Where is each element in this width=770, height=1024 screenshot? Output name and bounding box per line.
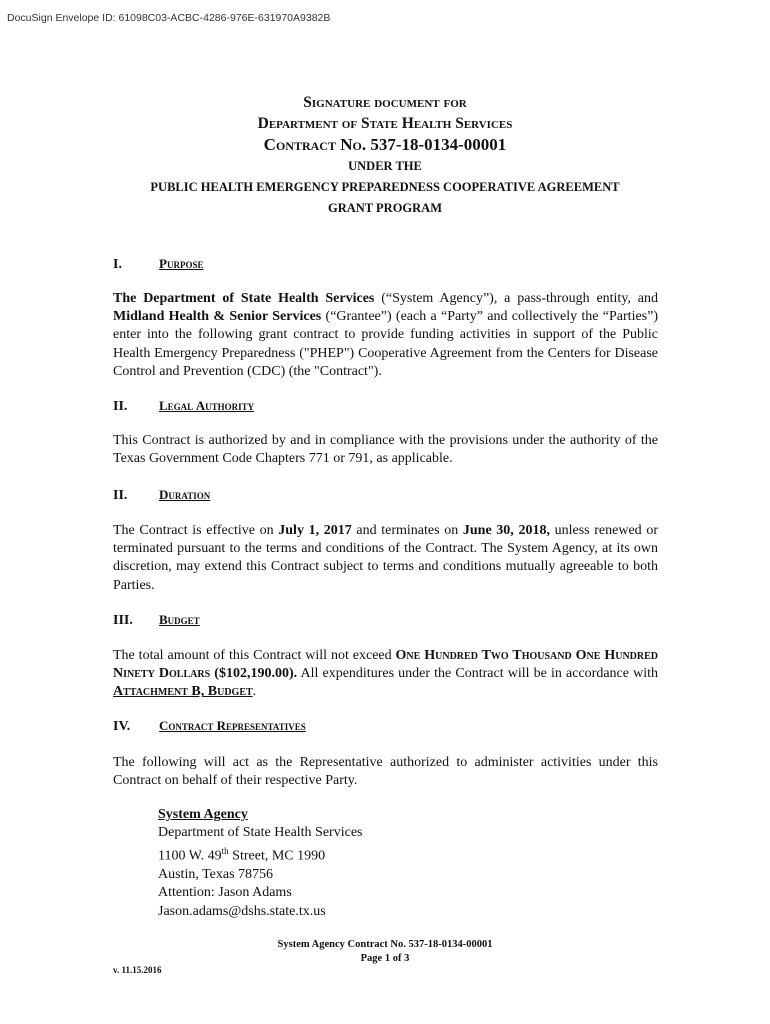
section-heading-duration	[113, 487, 210, 504]
header-contract-number: Contract No. 537-18-0134-00001	[263, 135, 507, 154]
header-line-2: Department of State Health Services	[257, 115, 513, 132]
footer-contract-number: System Agency Contract No. 537-18-0134-00001	[277, 939, 493, 950]
section-title: Contract Representatives	[159, 718, 306, 733]
text-run: .	[252, 684, 257, 700]
section-title: Purpose	[159, 256, 204, 271]
text-run: All expenditures under the Contract will be in accordance with	[297, 666, 658, 682]
section-heading-budget	[113, 612, 200, 629]
party-grantee: Midland Health & Senior Services	[113, 309, 322, 325]
section-number: I.	[113, 257, 122, 272]
text-run: 1100 W. 49	[158, 849, 222, 865]
address-street	[158, 842, 362, 866]
header-line-4: UNDER THE	[348, 159, 422, 173]
document-header	[0, 92, 770, 219]
footer-page-number: Page 1 of 3	[360, 953, 410, 964]
system-agency-address	[158, 806, 362, 921]
budget-amount: One Hundred Two Thousand One Hundred Ninety Dollars ($102,190.00).	[113, 648, 658, 682]
section-title: Legal Authority	[159, 398, 255, 413]
section-heading-legal-authority	[113, 398, 254, 415]
party-system-agency: The Department of State Health Services	[113, 291, 375, 306]
text-run: The total amount of this Contract will not exceed	[113, 648, 396, 663]
text-run: The Contract is effective on	[113, 523, 279, 538]
legal-authority-paragraph: This Contract is authorized by and in compliance with the provisions under the authority of the Texas Government Code Chapters 771 or 791, as applicable.	[113, 433, 658, 467]
representatives-paragraph: The following will act as the Representative authorized to administer activities under this Contract on behalf of their respective Party.	[113, 755, 658, 789]
ordinal-suffix: th	[221, 846, 229, 857]
budget-paragraph	[113, 647, 658, 702]
section-heading-contract-representatives	[113, 718, 306, 735]
system-agency-heading: System Agency	[158, 807, 248, 822]
text-run: (“System Agency”), a pass-through entity, and	[374, 291, 658, 306]
section-title: Duration	[159, 487, 211, 502]
page-footer	[0, 938, 770, 966]
text-run: unless renewed or terminated pursuant to the terms and conditions of the Contract. The System Agency, at its own discretion, may extend this Contract subject to terms and conditions mutually agreeable to both Parties.	[113, 523, 658, 593]
contact-email: Jason.adams@dshs.state.tx.us	[158, 903, 326, 919]
address-attention: Attention: Jason Adams	[158, 885, 292, 901]
header-line-1: Signature document for	[303, 94, 467, 111]
document-version: v. 11.15.2016	[113, 965, 162, 975]
section-title: Budget	[159, 612, 200, 627]
address-city: Austin, Texas 78756	[158, 867, 274, 883]
section-number: IV.	[113, 719, 131, 734]
header-line-5: PUBLIC HEALTH EMERGENCY PREPAREDNESS COOPERATIVE AGREEMENT	[150, 180, 620, 194]
docusign-envelope-id: DocuSign Envelope ID: 61098C03-ACBC-4286-976E-631970A9382B	[7, 12, 331, 24]
text-run: (“Grantee”) (each a “Party” and collectively the “Parties”) enter into the following grant contract to provide funding activities in support of the Public Health Emergency Preparedness ("PHEP") Cooperative Agreement from the Centers for Disease Control and Prevention (CDC) (the "Contract").	[113, 309, 658, 379]
header-line-6: GRANT PROGRAM	[327, 201, 442, 215]
section-number: II.	[113, 399, 128, 414]
section-number: II.	[113, 488, 128, 503]
end-date: June 30, 2018,	[462, 523, 550, 538]
text-run: and terminates on	[351, 523, 463, 538]
address-line: Department of State Health Services	[158, 825, 363, 841]
text-run: Street, MC 1990	[228, 849, 326, 865]
attachment-reference: Attachment B, Budget	[113, 684, 253, 700]
duration-paragraph	[113, 522, 658, 595]
section-heading-purpose	[113, 256, 203, 273]
section-number: III.	[113, 613, 133, 628]
purpose-paragraph	[113, 290, 658, 381]
start-date: July 1, 2017	[278, 523, 352, 538]
